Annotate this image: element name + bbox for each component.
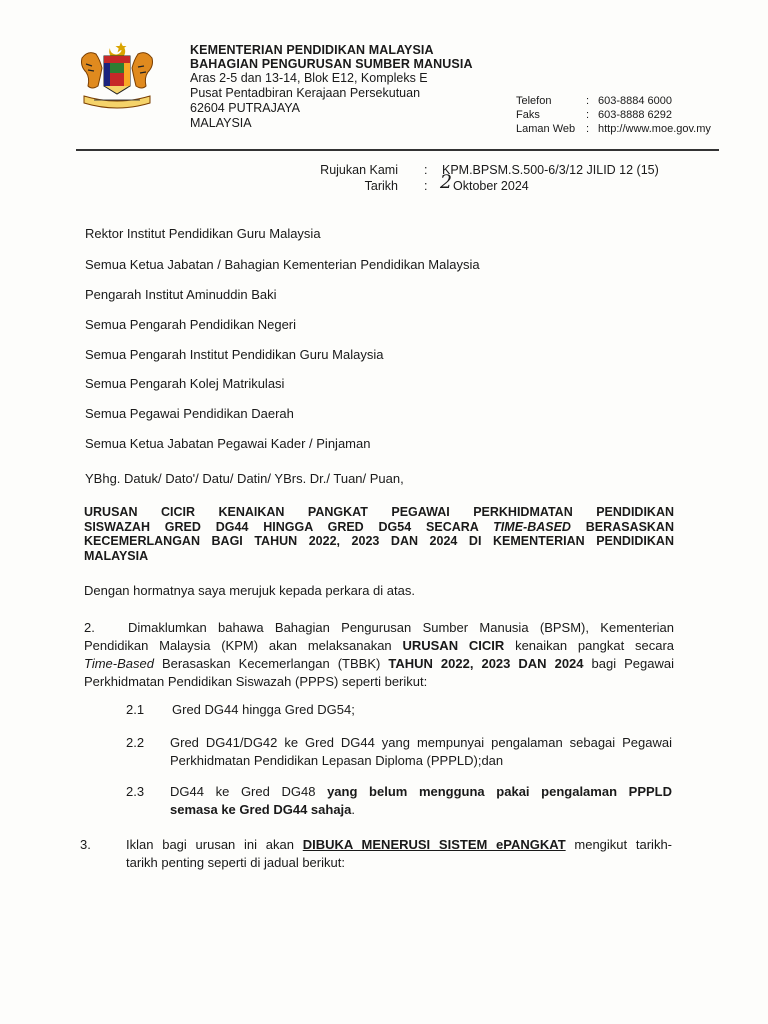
fax-value: 603-8888 6292 bbox=[598, 109, 673, 121]
tarikh-label: Tarikh bbox=[364, 179, 398, 193]
item-text bbox=[170, 734, 672, 770]
rujukan-value: KPM.BPSM.S.500-6/3/12 JILID 12 (15) bbox=[442, 163, 659, 177]
para-line: Perkhidmatan Pendidikan Siswazah (PPPS) seperti berikut: bbox=[84, 674, 428, 689]
item-text: Gred DG44 hingga Gred DG54; bbox=[172, 702, 355, 717]
para-text: Berasaskan Kecemerlangan (TBBK) bbox=[153, 656, 389, 671]
para-line bbox=[126, 836, 672, 854]
para-line: tarikh penting seperti di jadual berikut: bbox=[126, 855, 345, 870]
item-line: Perkhidmatan Pendidikan Lepasan Diploma (PPPLD);dan bbox=[170, 753, 504, 768]
item-number: 2.3 bbox=[126, 784, 145, 799]
title-line: URUSAN CICIR KENAIKAN PANGKAT PEGAWAI PERKHIDMATAN PENDIDIKAN bbox=[84, 505, 674, 519]
address-line: Pusat Pentadbiran Kerajaan Persekutuan bbox=[190, 86, 421, 100]
reference-separator: : bbox=[424, 163, 428, 177]
item-segment: . bbox=[351, 802, 356, 817]
item-bold: yang belum mengguna pakai pengalaman PPPLD bbox=[327, 784, 672, 799]
recipient-line: Rektor Institut Pendidikan Guru Malaysia bbox=[85, 226, 321, 241]
para-text: Iklan bagi urusan ini akan bbox=[126, 837, 303, 852]
letter-title bbox=[84, 505, 674, 563]
recipient-line: Semua Ketua Jabatan / Bahagian Kementerian Pendidikan Malaysia bbox=[85, 257, 480, 272]
contact-block bbox=[516, 94, 726, 138]
para-line bbox=[84, 637, 674, 655]
coat-of-arms-logo bbox=[74, 38, 160, 110]
title-line: MALAYSIA bbox=[84, 548, 149, 563]
item-number: 2.2 bbox=[126, 735, 145, 750]
item-line bbox=[170, 801, 672, 819]
contact-separator: : bbox=[586, 109, 590, 121]
contact-separator: : bbox=[586, 123, 590, 135]
phone-value: 603-8884 6000 bbox=[598, 95, 673, 107]
handwritten-day: 2 bbox=[440, 171, 453, 193]
item-line: Gred DG41/DG42 ke Gred DG44 yang mempunyai pengalaman sebagai Pegawai bbox=[170, 735, 672, 750]
title-line bbox=[84, 520, 674, 535]
para-bold-underline: DIBUKA MENERUSI SISTEM ePANGKAT bbox=[302, 837, 566, 852]
address-block bbox=[190, 71, 428, 131]
para-bold: URUSAN CICIR bbox=[402, 638, 505, 653]
reference-block bbox=[300, 162, 700, 196]
para-line bbox=[84, 619, 674, 637]
title-line: KECEMERLANGAN BAGI TAHUN 2022, 2023 DAN 2024 DI KEMENTERIAN PENDIDIKAN bbox=[84, 534, 674, 548]
title-italic: TIME-BASED bbox=[493, 519, 571, 534]
recipient-line: Semua Pengarah Institut Pendidikan Guru Malaysia bbox=[85, 347, 384, 362]
item-segment: DG44 ke Gred DG48 bbox=[170, 784, 328, 799]
reference-separator: : bbox=[424, 179, 428, 193]
opening-sentence: Dengan hormatnya saya merujuk kepada perkara di atas. bbox=[84, 583, 415, 598]
address-line: Aras 2-5 dan 13-14, Blok E12, Kompleks E bbox=[190, 71, 428, 85]
division-name: BAHAGIAN PENGURUSAN SUMBER MANUSIA bbox=[190, 57, 473, 71]
address-line: 62604 PUTRAJAYA bbox=[190, 101, 301, 115]
para-text: kenaikan pangkat secara bbox=[504, 638, 674, 653]
ministry-name: KEMENTERIAN PENDIDIKAN MALAYSIA bbox=[190, 43, 434, 57]
paragraph-3 bbox=[126, 836, 672, 872]
item-text bbox=[170, 783, 672, 819]
paragraph-number: 2. bbox=[84, 620, 95, 635]
paragraph-number: 3. bbox=[80, 837, 91, 852]
contact-label: Faks bbox=[516, 109, 540, 121]
recipient-line: Semua Ketua Jabatan Pegawai Kader / Pinjaman bbox=[85, 436, 371, 451]
para-bold: TAHUN 2022, 2023 DAN 2024 bbox=[388, 656, 584, 671]
contact-label: Laman Web bbox=[516, 123, 576, 135]
para-italic: Time-Based bbox=[84, 656, 154, 671]
title-segment: BERASASKAN bbox=[570, 519, 674, 534]
rujukan-label: Rujukan Kami bbox=[320, 163, 398, 177]
para-text: bagi Pegawai bbox=[583, 656, 674, 671]
para-text: Dimaklumkan bahawa Bahagian Pengurusan Sumber Manusia (BPSM), Kementerian bbox=[128, 620, 674, 635]
recipient-line: Semua Pengarah Kolej Matrikulasi bbox=[85, 376, 285, 391]
item-bold: semasa ke Gred DG44 sahaja bbox=[170, 802, 352, 817]
item-line bbox=[170, 783, 672, 801]
para-line bbox=[84, 655, 674, 673]
contact-label: Telefon bbox=[516, 95, 552, 107]
paragraph-2 bbox=[84, 619, 674, 691]
item-number: 2.1 bbox=[126, 702, 145, 717]
para-text: mengikut tarikh- bbox=[565, 837, 673, 852]
recipient-line: Semua Pengarah Pendidikan Negeri bbox=[85, 317, 297, 332]
title-segment: SISWAZAH GRED DG44 HINGGA GRED DG54 SECARA bbox=[84, 519, 494, 534]
contact-separator: : bbox=[586, 95, 590, 107]
tarikh-value: Oktober 2024 bbox=[453, 179, 529, 193]
website-link[interactable]: http://www.moe.gov.my bbox=[598, 123, 711, 135]
para-text: Pendidikan Malaysia (KPM) akan melaksanakan bbox=[84, 638, 403, 653]
header-divider bbox=[76, 149, 719, 151]
salutation: YBhg. Datuk/ Dato'/ Datu/ Datin/ YBrs. Dr./ Tuan/ Puan, bbox=[85, 471, 404, 486]
recipient-line: Pengarah Institut Aminuddin Baki bbox=[85, 287, 277, 302]
recipient-line: Semua Pegawai Pendidikan Daerah bbox=[85, 406, 294, 421]
address-line: MALAYSIA bbox=[190, 116, 252, 130]
